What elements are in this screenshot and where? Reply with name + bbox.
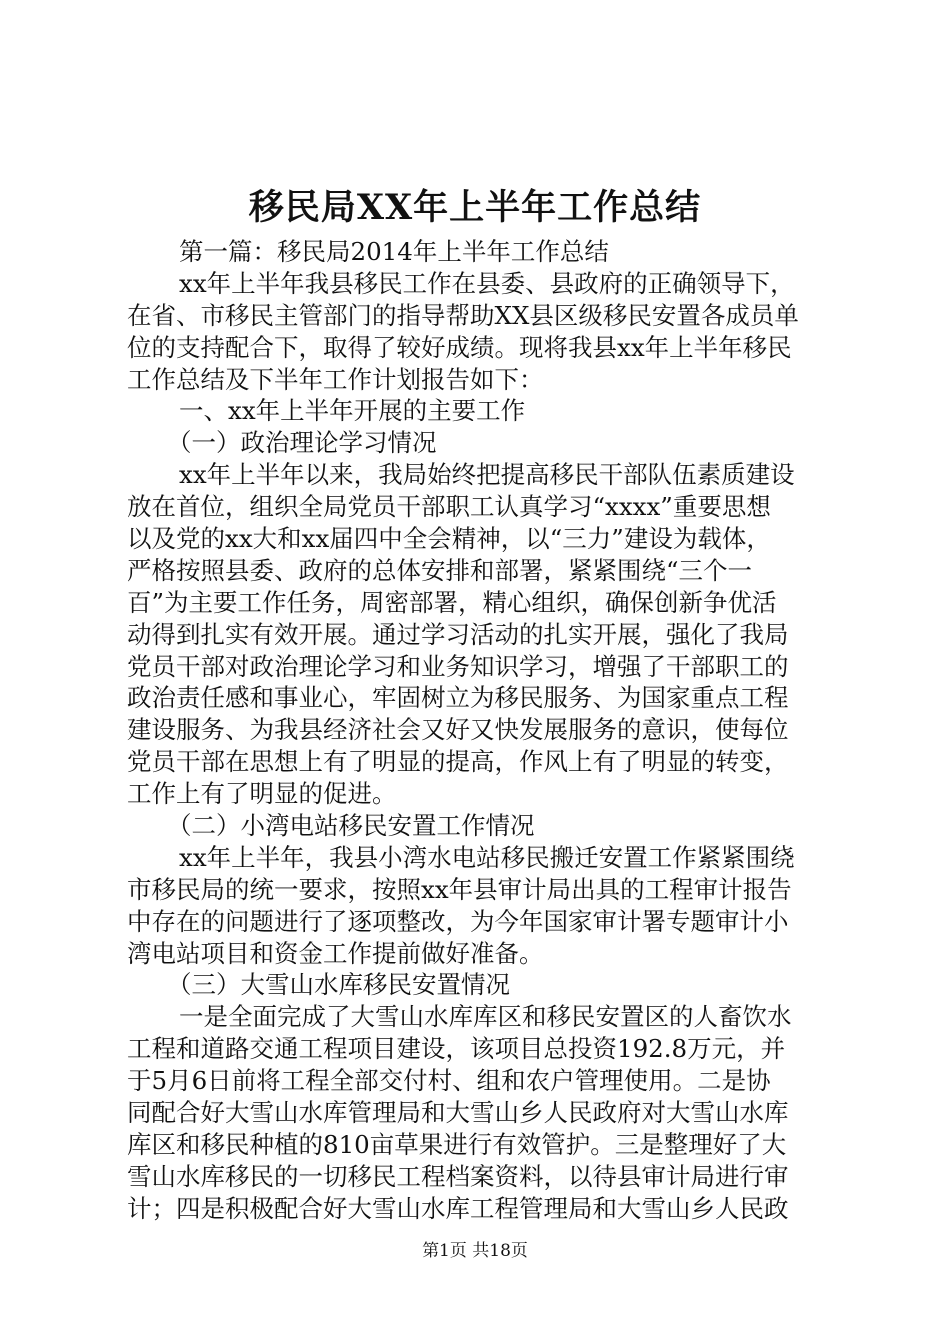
paragraph-line: 建设服务、为我县经济社会又好又快发展服务的意识，使每位 xyxy=(127,715,789,745)
paragraph-line: 一是全面完成了大雪山水库库区和移民安置区的人畜饮水 xyxy=(179,1002,792,1032)
paragraph-line: 库区和移民种植的810亩草果进行有效管护。三是整理好了大 xyxy=(127,1129,787,1159)
paragraph-line: 严格按照县委、政府的总体安排和部署，紧紧围绕“三个一 xyxy=(127,555,753,585)
document-title: 移民局XX年上半年工作总结 xyxy=(248,187,702,228)
paragraph-line: 工作总结及下半年工作计划报告如下： xyxy=(127,364,544,394)
paragraph-line: 工程和道路交通工程项目建设，该项目总投资192.8万元，并 xyxy=(127,1034,786,1064)
paragraph-line: 党员干部对政治理论学习和业务知识学习，增强了干部职工的 xyxy=(127,651,789,681)
section-heading: 第一篇：移民局2014年上半年工作总结 xyxy=(179,237,609,266)
subsection-heading: （一）政治理论学习情况 xyxy=(167,428,437,458)
paragraph-line: 计；四是积极配合好大雪山水库工程管理局和大雪山乡人民政 xyxy=(127,1193,789,1223)
paragraph-line: 市移民局的统一要求，按照xx年县审计局出具的工程审计报告 xyxy=(127,874,792,904)
paragraph-line: 工作上有了明显的促进。 xyxy=(127,779,397,809)
paragraph-line: xx年上半年以来，我局始终把提高移民干部队伍素质建设 xyxy=(179,460,795,490)
paragraph-line: xx年上半年，我县小湾水电站移民搬迁安置工作紧紧围绕 xyxy=(179,842,795,872)
paragraph-line: 中存在的问题进行了逐项整改，为今年国家审计署专题审计小 xyxy=(127,906,789,936)
paragraph-line: 于5月6日前将工程全部交付村、组和农户管理使用。二是协 xyxy=(127,1066,771,1096)
paragraph-line: 雪山水库移民的一切移民工程档案资料，以待县审计局进行审 xyxy=(127,1161,789,1191)
paragraph-line: 动得到扎实有效开展。通过学习活动的扎实开展，强化了我局 xyxy=(127,619,789,649)
subsection-heading: （二）小湾电站移民安置工作情况 xyxy=(167,811,535,841)
document-body xyxy=(127,236,833,1225)
paragraph-line: xx年上半年我县移民工作在县委、县政府的正确领导下， xyxy=(179,268,795,298)
paragraph-line: 位的支持配合下，取得了较好成绩。现将我县xx年上半年移民 xyxy=(127,332,792,362)
paragraph-line: 以及党的xx大和xx届四中全会精神，以“三力”建设为载体， xyxy=(127,524,771,554)
page-number-footer: 第1页 共18页 xyxy=(422,1241,528,1261)
paragraph-line: 在省、市移民主管部门的指导帮助XX县区级移民安置各成员单 xyxy=(127,300,799,330)
subsection-heading: （三）大雪山水库移民安置情况 xyxy=(167,970,510,1000)
paragraph-line: 百”为主要工作任务，周密部署，精心组织，确保创新争优活 xyxy=(127,587,777,617)
paragraph-line: 湾电站项目和资金工作提前做好准备。 xyxy=(127,938,544,968)
paragraph-line: 政治责任感和事业心，牢固树立为移民服务、为国家重点工程 xyxy=(127,683,789,713)
section-heading: 一、xx年上半年开展的主要工作 xyxy=(179,396,526,426)
paragraph-line: 放在首位，组织全局党员干部职工认真学习“xxxx”重要思想 xyxy=(127,492,771,522)
paragraph-line: 同配合好大雪山水库管理局和大雪山乡人民政府对大雪山水库 xyxy=(127,1098,789,1128)
paragraph-line: 党员干部在思想上有了明显的提高，作风上有了明显的转变， xyxy=(127,747,789,777)
